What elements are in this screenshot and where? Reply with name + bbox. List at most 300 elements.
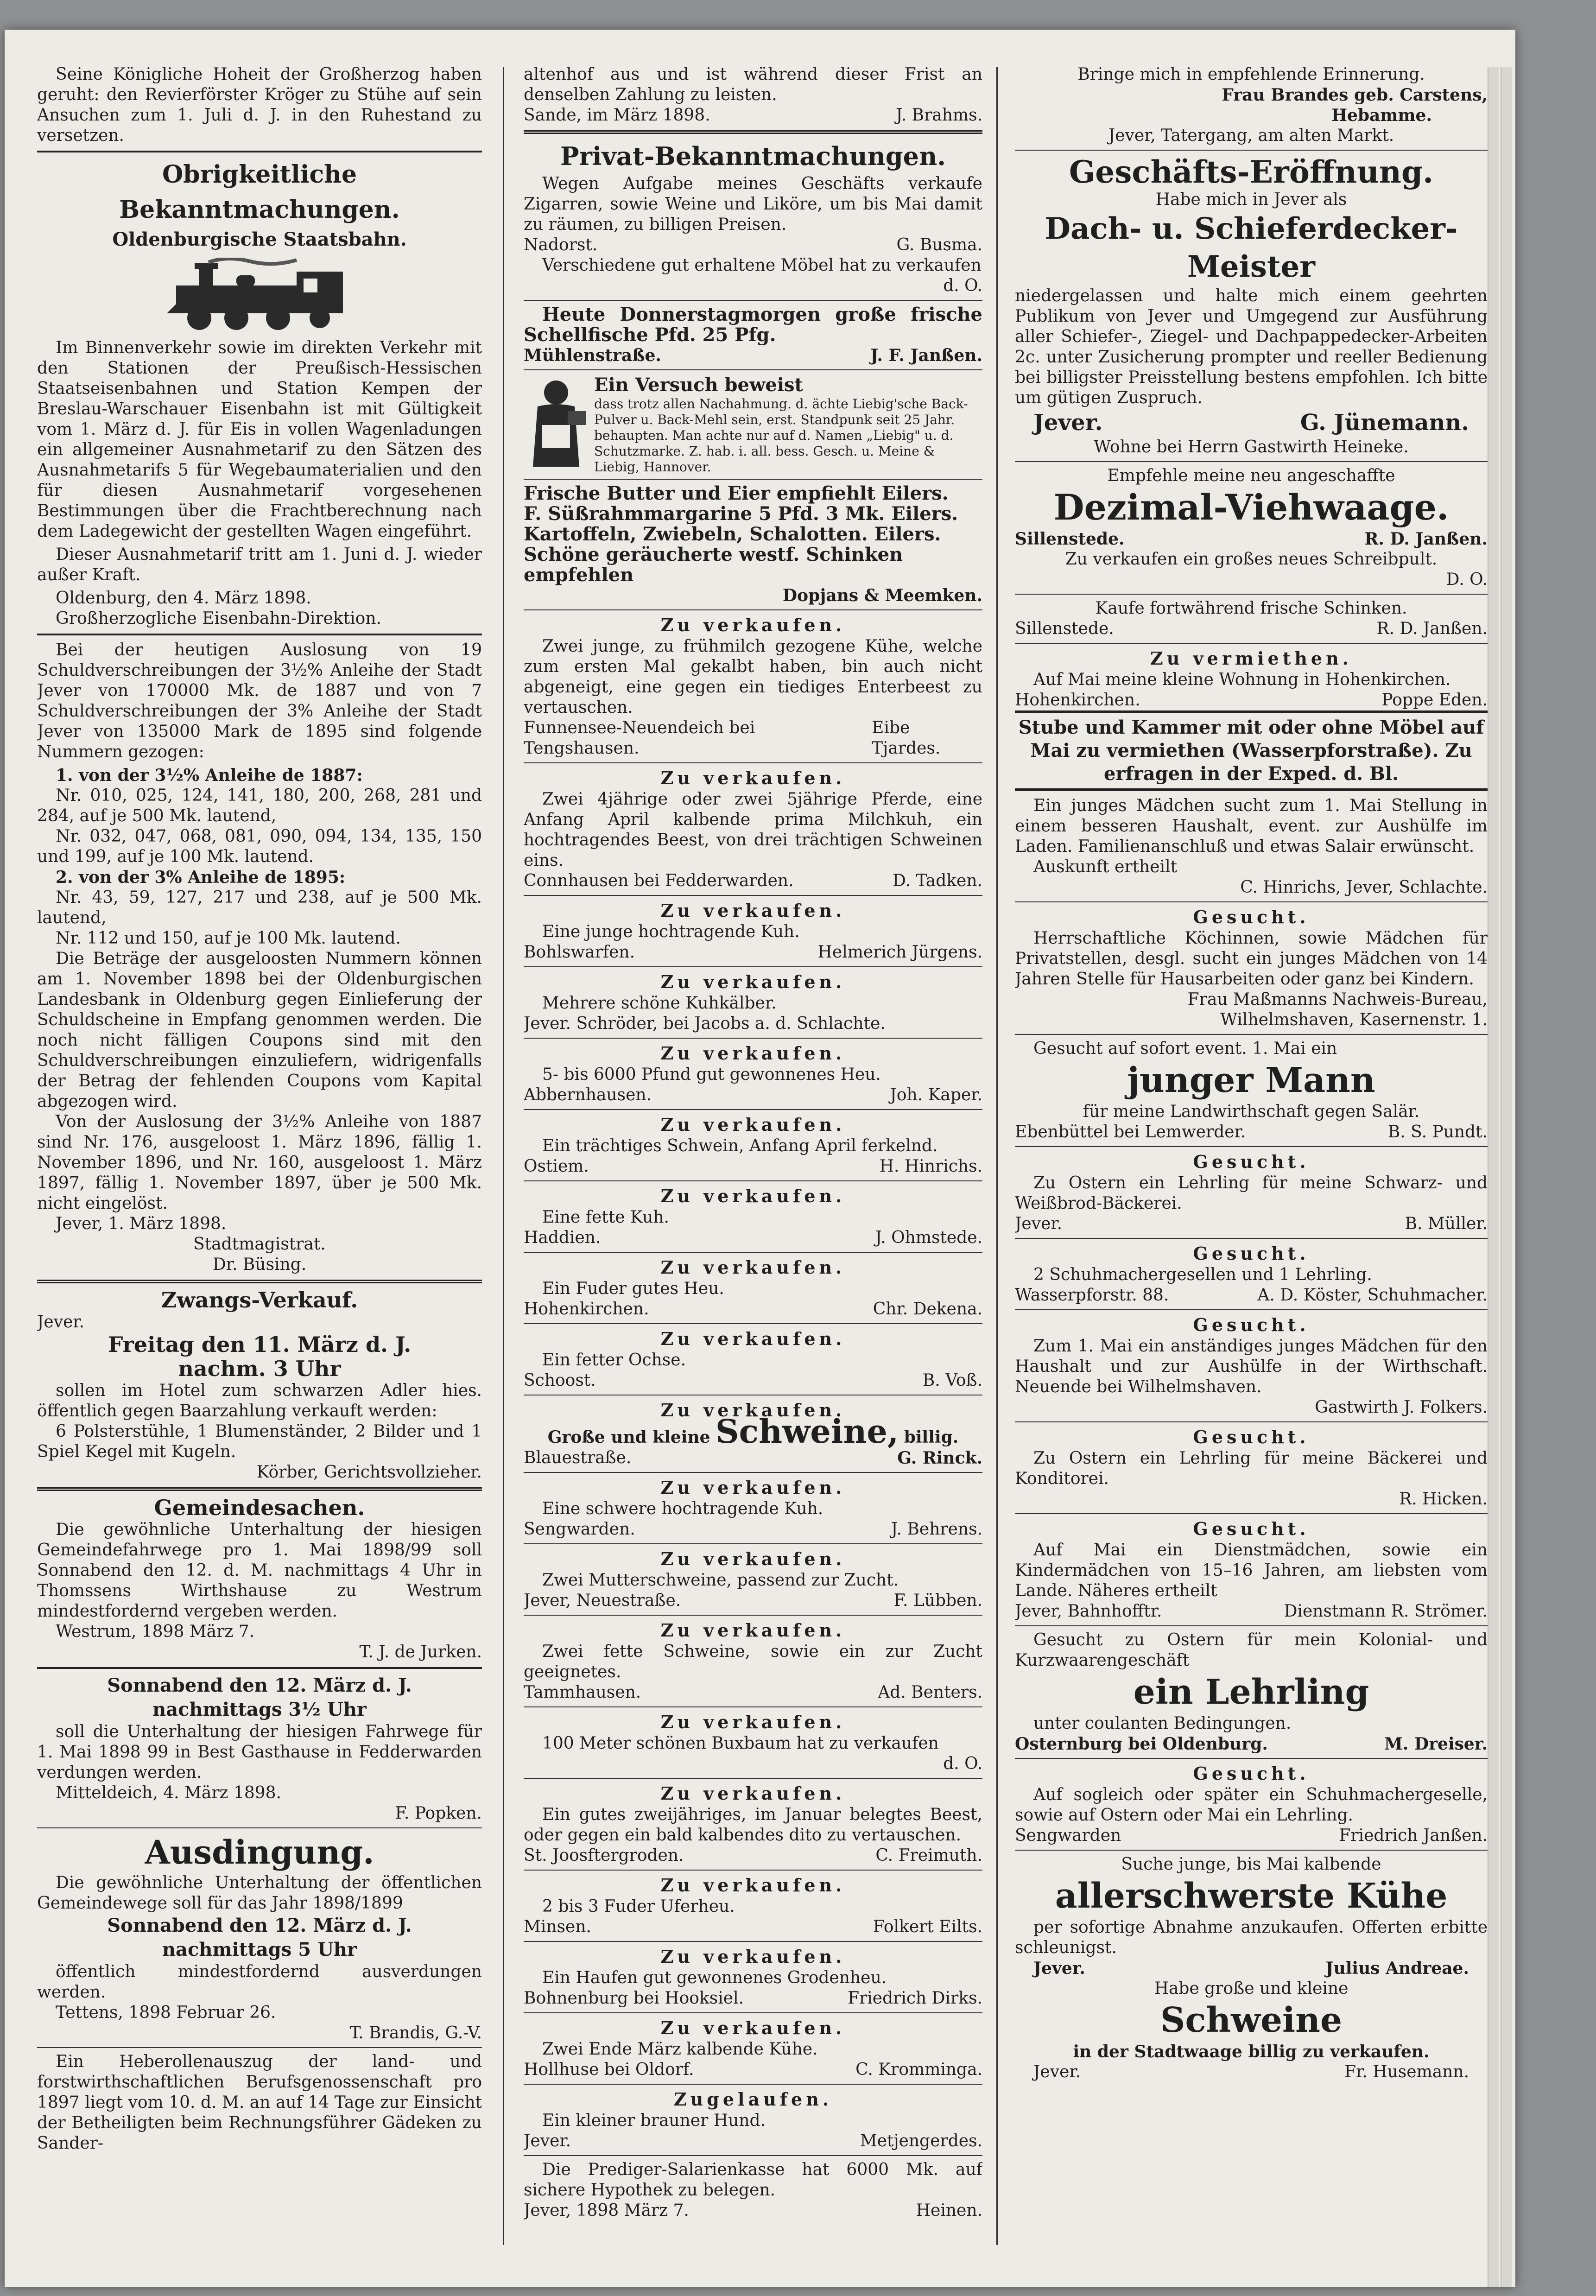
ad-text: Eine fette Kuh. <box>542 1208 669 1227</box>
notice-place: Tettens, 1898 Februar 26. <box>56 2003 276 2022</box>
loan-heading: 1. von der 3½% Anleihe de 1887: <box>56 766 363 785</box>
rule <box>37 151 482 152</box>
ad-signature-line <box>1015 408 1488 437</box>
ad-text: Habe große und kleine <box>1154 1979 1349 1998</box>
ad-text: Ein kleiner brauner Hund. <box>542 2111 766 2130</box>
ad-text: Zum 1. Mai ein anständiges junges Mädchen für den Haushalt und zur Aushülfe in der Wirthschaft. Neuende bei Wilhelmshaven. <box>1015 1337 1488 1396</box>
ad-text: Auskunft ertheilt <box>1033 857 1178 876</box>
rule <box>524 895 982 896</box>
ad-signature: Ad. Benters. <box>878 1683 982 1702</box>
notice-place: Sande, im März 1898. <box>524 106 710 125</box>
ad-heading: Zu verkaufen. <box>660 615 846 635</box>
rule <box>37 1667 482 1669</box>
rule <box>1015 1034 1488 1035</box>
ad-signature-line <box>524 1682 982 1703</box>
ad-heading: Gesucht. <box>1193 1427 1310 1447</box>
ad-place: Bohnenburg bei Hooksiel. <box>524 1989 744 2008</box>
ad-signature-line <box>1015 1397 1488 1418</box>
ad-signature: B. Müller. <box>1405 1214 1488 1233</box>
rule <box>1015 461 1488 462</box>
rule <box>524 1706 982 1707</box>
ad-heading: Zu verkaufen. <box>660 767 846 788</box>
ad-signature-line <box>1015 1214 1488 1234</box>
notice-text: Ein Heberollenauszug der land- und forstwirthschaftlichen Berufsgenossenschaft pro 1897 liegt vom 10. d. M. an auf 14 Tage zur Einsicht der Betheiligten beim Rechnungsführer Gädeken zu Sander- <box>37 2052 482 2153</box>
ad-place: Bohlswarfen. <box>524 943 635 962</box>
ad-signature: Dopjans & Meemken. <box>782 586 982 605</box>
ad-signature-line <box>524 1917 982 1937</box>
notice-text: Die gewöhnliche Unterhaltung der öffentlichen Gemeindewege soll für das Jahr 1898/1899 <box>37 1873 482 1913</box>
notice-signature-line <box>524 105 982 126</box>
page-edge <box>1501 67 1512 2287</box>
ad-text: Zu Ostern ein Lehrling für meine Bäckerei und Konditorei. <box>1015 1449 1488 1488</box>
ad-signature-line <box>524 1014 982 1034</box>
rule <box>524 479 982 480</box>
ad-signature: J. F. Janßen. <box>870 346 982 365</box>
ad-big-word: Dezimal-Viehwaage. <box>1053 487 1449 528</box>
rule <box>1015 1758 1488 1759</box>
ad-signature: M. Dreiser. <box>1384 1734 1488 1754</box>
rule <box>524 1038 982 1039</box>
ad-heading: Zu verkaufen. <box>660 1477 846 1498</box>
ad-signature: Dienstmann R. Strömer. <box>1284 1602 1488 1621</box>
ad-signature: Helmerich Jürgens. <box>817 943 982 962</box>
ad-signature-line <box>524 2131 982 2151</box>
ad-text: Eine schwere hochtragende Kuh. <box>542 1499 823 1518</box>
ad-signature-line <box>1015 1489 1488 1510</box>
ad-signature: Frau Brandes geb. Carstens, <box>1222 85 1488 105</box>
ad-heading: Zu verkaufen. <box>660 900 846 921</box>
ad-signature-line <box>1015 1285 1488 1306</box>
ad-signature-line <box>1015 619 1488 639</box>
ad-place: Hollhuse bei Oldorf. <box>524 2060 694 2079</box>
ad-heading: Zu verkaufen. <box>660 1548 846 1569</box>
ad-heading: Zu verkaufen. <box>660 1114 846 1135</box>
ad-text: per sofortige Abnahme anzukaufen. Offerten erbitte schleunigst. <box>1015 1918 1488 1957</box>
ad-signature-line <box>1015 1601 1488 1622</box>
notice-date: Oldenburg, den 4. März 1898. <box>56 589 311 608</box>
auction-place: Jever. <box>37 1313 85 1332</box>
notice-text: Bei der heutigen Auslosung von 19 Schuldverschreibungen der 3½% Anleihe der Stadt Jever von 170000 Mk. de 1887 und von 7 Schuldverschreibungen der 3% Anleihe der Stadt Jever von 135000 Mark de 1895 sind folgende Nummern gezogen: <box>37 641 482 761</box>
ad-place: St. Joosftergroden. <box>524 1846 684 1865</box>
wanted-ads-list <box>1015 1151 1488 1626</box>
ad-text: Auf Mai meine kleine Wohnung in Hohenkirchen. <box>1033 670 1451 689</box>
rule <box>524 762 982 763</box>
notice-signature: Stadtmagistrat. <box>193 1235 326 1254</box>
ad-place: Jever, Bahnhofftr. <box>1015 1602 1162 1621</box>
rule <box>1015 1421 1488 1422</box>
ad-signature: G. Rinck. <box>897 1448 982 1468</box>
ad-line: Kartoffeln, Zwiebeln, Schalotten. Eilers. <box>524 523 941 545</box>
ad-signature-line <box>1015 1958 1488 1979</box>
ad-place: Jever, 1898 März 7. <box>524 2201 689 2220</box>
ad-signature: H. Hinrichs. <box>879 1157 982 1176</box>
ad-signature-line <box>1015 2062 1488 2082</box>
rule <box>524 1252 982 1253</box>
ad-heading: Zu verkaufen. <box>660 1400 846 1421</box>
ad-signature: Friedrich Dirks. <box>848 1989 982 2008</box>
ad-signature: d. O. <box>943 1754 982 1773</box>
ad-signature-line <box>524 2060 982 2080</box>
rule <box>524 2012 982 2013</box>
column-2 <box>524 64 982 2284</box>
ad-place: Haddien. <box>524 1228 601 1247</box>
ad-signature: D. Tadken. <box>893 871 982 890</box>
rule <box>524 369 982 370</box>
ad-heading: Zu verkaufen. <box>660 1257 846 1278</box>
notice-signature: Großherzogliche Eisenbahn-Direktion. <box>56 609 381 628</box>
ad-text: Empfehle meine neu angeschaffte <box>1107 466 1395 485</box>
ad-heading: Heute Donnerstagmorgen große frische Schellfische Pfd. 25 Pfg. <box>524 304 982 346</box>
notice-heading: nachmittags 5 Uhr <box>162 1939 357 1960</box>
notice-signature: J. Brahms. <box>896 106 982 125</box>
auction-title: Zwangs-Verkauf. <box>161 1288 358 1313</box>
ad-place: Jever. <box>1033 1959 1085 1978</box>
ad-text: Zwei junge, zu frühmilch gezogene Kühe, welche zum ersten Mal gekalbt haben, bin auch nicht abgeneigt, eine gegen ein tiediges Enterbeest zu vertauschen. <box>524 637 982 717</box>
ad-signature-line <box>524 1988 982 2009</box>
ad-signature-line <box>524 1448 982 1468</box>
ad-signature: R. Hicken. <box>1399 1490 1488 1509</box>
ad-signature: B. Voß. <box>922 1371 982 1390</box>
ad-signature: G. Jünemann. <box>1300 410 1469 436</box>
ad-line: Frische Butter und Eier empfiehlt Eilers. <box>524 482 949 504</box>
ad-address: Wohne bei Herrn Gastwirth Heineke. <box>1094 438 1409 457</box>
rule <box>524 2084 982 2085</box>
schweine-ad <box>524 1412 982 1451</box>
ad-heading: Zu verkaufen. <box>660 1043 846 1064</box>
ad-signature-line <box>524 2201 982 2221</box>
ad-place: Blauestraße. <box>524 1448 632 1467</box>
ad-signature-line <box>524 235 982 255</box>
ad-text: Zwei Mutterschweine, passend zur Zucht. <box>542 1571 899 1590</box>
notice-text: soll die Unterhaltung der hiesigen Fahrwege für 1. Mai 1898 99 in Best Gasthause in Fedderwarden verdungen werden. <box>37 1722 482 1782</box>
ad-signature: J. Behrens. <box>891 1520 982 1539</box>
baker-illustration-icon <box>524 374 589 471</box>
ad-place: Jever. <box>1015 1214 1063 1233</box>
rule <box>524 1323 982 1324</box>
ad-text: in der Stadtwaage billig zu verkaufen. <box>1073 2042 1430 2061</box>
ad-heading: Gesucht. <box>1193 1763 1310 1784</box>
notice-text: Dieser Ausnahmetarif tritt am 1. Juni d. J. wieder außer Kraft. <box>37 545 482 584</box>
ad-heading: Zu verkaufen. <box>660 1946 846 1967</box>
ad-heading: Gesucht. <box>1193 1243 1310 1264</box>
ad-text: Habe mich in Jever als <box>1155 190 1347 209</box>
ad-text: Zu verkaufen ein großes neues Schreibpult. <box>1065 550 1438 569</box>
ad-signature: B. S. Pundt. <box>1387 1123 1488 1142</box>
ad-place: Sillenstede. <box>1015 619 1114 638</box>
rule <box>524 1615 982 1616</box>
ad-signature: Metjengerdes. <box>860 2131 982 2150</box>
ad-place: Jever. Schröder, bei Jacobs a. d. Schlachte. <box>524 1014 886 1033</box>
ad-text: Ein Fuder gutes Heu. <box>542 1279 724 1298</box>
ad-signature: Fr. Husemann. <box>1344 2062 1469 2081</box>
ad-text: Ein fetter Ochse. <box>542 1351 686 1370</box>
page-edge <box>1488 67 1499 2287</box>
rule <box>524 300 982 301</box>
ad-role: Hebamme. <box>1331 106 1432 125</box>
rent-ad-box <box>1015 710 1488 791</box>
rule <box>524 609 982 610</box>
ad-signature: Julius Andreae. <box>1325 1959 1469 1978</box>
ad-text: 2 Schuhmachergesellen und 1 Lehrling. <box>1033 1265 1372 1284</box>
ad-place: Nadorst. <box>524 235 598 254</box>
notice-text: 6 Polsterstühle, 1 Blumenständer, 2 Bilder und 1 Spiel Kegel mit Kugeln. <box>37 1422 482 1461</box>
ad-signature: Gastwirth J. Folkers. <box>1315 1398 1488 1417</box>
ad-signature: Eibe Tjardes. <box>872 718 941 758</box>
ad-signature: R. D. Janßen. <box>1376 619 1488 638</box>
ad-text: Zwei fette Schweine, sowie ein zur Zucht geeignetes. <box>524 1642 982 1681</box>
ad-signature-line <box>524 1156 982 1177</box>
rule <box>1015 1146 1488 1147</box>
column-3 <box>1015 64 1488 2284</box>
ad-text: Zwei 4jährige oder zwei 5jährige Pferde, eine Anfang April kalbende prima Milchkuh, ein hochtragendes Beest, von drei trächtigen Schweinen eins. <box>524 790 982 870</box>
ad-text-block <box>594 374 982 475</box>
ad-text: dass trotz allen Nachahmung. d. ächte Liebig'sche Back-Pulver u. Back-Mehl sein, erst. Standpunk seit 25 Jahr. behaupten. Man achte nur auf d. Namen „Liebig" u. d. Schutzmarke. Z. hab. i. all. bess. Gesch. u. Meine & Liebig, Hannover. <box>594 396 968 475</box>
rule <box>37 2047 482 2048</box>
loan-numbers: Nr. 43, 59, 127, 217 und 238, auf je 500 Mk. lautend, <box>37 888 482 927</box>
notice-text: Von der Auslosung der 3½% Anleihe von 1887 sind Nr. 176, ausgeloost 1. März 1896, fällig 1. November 1896, und Nr. 160, ausgeloost 1. März 1897, fällig 1. November 1897, über je 500 Mk. nicht eingelöst. <box>37 1112 482 1213</box>
rule <box>524 1870 982 1871</box>
ad-signature-line <box>1015 1122 1488 1142</box>
ad-heading: Zu verkaufen. <box>660 1712 846 1732</box>
notice-place: Westrum, 1898 März 7. <box>56 1622 255 1641</box>
locomotive-icon <box>37 255 482 334</box>
ad-signature: Folkert Eilts. <box>873 1917 982 1936</box>
ad-signature: C. Kromminga. <box>855 2060 982 2079</box>
notice-heading: Sonnabend den 12. März d. J. <box>107 1674 412 1696</box>
notice-text: Seine Königliche Hoheit der Großherzog haben geruht: den Revierförster Kröger zu Stühe auf sein Ansuchen zum 1. Juli d. J. in den Ruhestand zu versetzen. <box>37 65 482 145</box>
ad-text: für meine Landwirthschaft gegen Salär. <box>1083 1102 1420 1121</box>
ad-signature-line <box>524 871 982 891</box>
ad-place: Jever. <box>1033 410 1103 436</box>
ad-signature-line <box>524 718 982 759</box>
column-divider <box>996 67 998 2245</box>
ad-text: Zwei Ende März kalbende Kühe. <box>542 2040 818 2059</box>
ad-heading: Gesucht. <box>1193 907 1310 927</box>
ad-signature: Frau Maßmanns Nachweis-Bureau, <box>1187 990 1488 1009</box>
ad-heading: Zu verkaufen. <box>660 2017 846 2038</box>
notice-text: öffentlich mindestfordernd ausverdungen werden. <box>37 1962 482 2002</box>
rule <box>524 130 982 134</box>
ad-text: Mehrere schöne Kuhkälber. <box>542 994 777 1013</box>
rule <box>1015 1513 1488 1514</box>
rule <box>1015 1309 1488 1310</box>
ad-place: Ebenbüttel bei Lemwerder. <box>1015 1123 1246 1142</box>
ad-signature-line <box>524 1591 982 1611</box>
ad-signature: Heinen. <box>916 2201 982 2220</box>
ad-place: Sengwarden. <box>524 1520 635 1539</box>
ad-place: Sengwarden <box>1015 1826 1121 1845</box>
ad-place: Ostiem. <box>524 1157 589 1176</box>
ad-title: Geschäfts-Eröffnung. <box>1069 154 1434 190</box>
ad-place: Tammhausen. <box>524 1683 641 1702</box>
ad-place: Wasserpforstr. 88. <box>1015 1286 1169 1305</box>
ad-signature: Chr. Dekena. <box>873 1300 982 1319</box>
sale-ads-list <box>524 1782 982 2085</box>
notice-text: sollen im Hotel zum schwarzen Adler hies. öffentlich gegen Baarzahlung verkauft werden: <box>37 1381 482 1421</box>
ad-place: Hohenkirchen. <box>1015 691 1140 710</box>
ad-text: Gesucht auf sofort event. 1. Mai ein <box>1033 1039 1337 1058</box>
ad-place: Jever, Neuestraße. <box>524 1591 681 1610</box>
ad-text: Ein trächtiges Schwein, Anfang April ferkelnd. <box>542 1136 938 1155</box>
auction-time: nachm. 3 Uhr <box>178 1356 341 1381</box>
ad-big-word: Schweine <box>1160 2000 1343 2040</box>
ad-text: Die Prediger-Salarienkasse hat 6000 Mk. auf sichere Hypothek zu belegen. <box>524 2160 982 2200</box>
notice-heading: Sonnabend den 12. März d. J. <box>107 1915 412 1936</box>
rule <box>524 966 982 967</box>
sale-ads-list <box>524 1477 982 1779</box>
rule <box>524 1180 982 1181</box>
notice-signature: Körber, Gerichtsvollzieher. <box>256 1463 482 1482</box>
ad-place: Jever. <box>1033 2062 1081 2081</box>
ad-place: Jever. <box>524 2131 571 2150</box>
loan-numbers: Nr. 112 und 150, auf je 100 Mk. lautend. <box>56 929 401 948</box>
ad-heading: Zugelaufen. <box>673 2089 833 2110</box>
ad-signature-line <box>524 1085 982 1105</box>
rule <box>37 634 482 635</box>
ad-line: F. Süßrahmmargarine 5 Pfd. 3 Mk. Eilers. <box>524 503 958 525</box>
ad-heading: Zu verkaufen. <box>660 971 846 992</box>
ad-text: Zu Ostern ein Lehrling für meine Schwarz- und Weißbrod-Bäckerei. <box>1015 1173 1488 1213</box>
ad-signature: d. O. <box>943 276 982 295</box>
section-title: Obrigkeitliche Bekanntmachungen. <box>119 160 400 224</box>
ad-text: Eine junge hochtragende Kuh. <box>542 922 800 941</box>
notice-signature: T. Brandis, G.-V. <box>349 2023 482 2042</box>
rule <box>1015 150 1488 151</box>
rule <box>524 1941 982 1942</box>
loan-numbers: Nr. 032, 047, 068, 081, 090, 094, 134, 135, 150 und 199, auf je 100 Mk. lautend. <box>37 827 482 866</box>
notice-signature: Dr. Büsing. <box>212 1255 307 1274</box>
ad-heading: Zu verkaufen. <box>660 1186 846 1206</box>
ad-text: Ein Haufen gut gewonnenes Grodenheu. <box>542 1968 887 1987</box>
ad-line: Schöne geräucherte westf. Schinken empfehlen <box>524 544 903 586</box>
ad-text: Suche junge, bis Mai kalbende <box>1121 1855 1381 1874</box>
rule <box>1015 901 1488 902</box>
section-title: Gemeindesachen. <box>154 1495 365 1520</box>
ad-place: Funnensee-Neuendeich bei Tengshausen. <box>524 718 755 758</box>
ad-text: Große und kleine <box>547 1427 710 1447</box>
rule <box>37 1827 482 1828</box>
ad-heading: Zu verkaufen. <box>660 1875 846 1896</box>
ad-signature-line <box>524 1228 982 1248</box>
ad-text: 100 Meter schönen Buxbaum hat zu verkaufen <box>542 1734 939 1753</box>
loan-heading: 2. von der 3% Anleihe de 1895: <box>56 868 346 887</box>
ad-signature: R. D. Janßen. <box>1364 529 1488 549</box>
ad-signature: C. Hinrichs, Jever, Schlachte. <box>1240 878 1488 897</box>
loan-numbers: Nr. 010, 025, 124, 141, 180, 200, 268, 281 und 284, auf je 500 Mk. lautend, <box>37 786 482 825</box>
ad-text: Ein junges Mädchen sucht zum 1. Mai Stellung in einem besseren Haushalt, event. zur Aushülfe im Laden. Familienanschluß und etwas Salair erwünscht. <box>1015 796 1488 856</box>
notice-place: Mitteldeich, 4. März 1898. <box>56 1783 282 1802</box>
ad-text: Ein gutes zweijähriges, im Januar belegtes Beest, oder gegen ein bald kalbendes dito zu vertauschen. <box>524 1805 982 1845</box>
ad-text: Stube und Kammer mit oder ohne Möbel auf Mai zu vermiethen (Wasserpforstraße). Zu erfragen in der Exped. d. Bl. <box>1018 717 1484 785</box>
notice-signature: F. Popken. <box>395 1804 482 1823</box>
rule <box>524 1109 982 1110</box>
notice-text: Die Beträge der ausgeloosten Nummern können am 1. November 1898 bei der Oldenburgischen Landesbank in Oldenburg gegen Einlieferung der Schuldscheine in Empfang genommen werden. Die noch nicht fälligen Coupons sind mit den Schuldverschreibungen einzuliefern, widrigenfalls der Betrag der fehlenden Coupons vom Kapital abgezogen wird. <box>37 949 482 1111</box>
notice-heading: nachmittags 3½ Uhr <box>152 1699 367 1720</box>
ad-signature: D. O. <box>1446 570 1488 589</box>
ad-signature-line <box>524 345 982 366</box>
rule <box>524 1472 982 1473</box>
ad-text: Verschiedene gut erhaltene Möbel hat zu verkaufen <box>542 256 982 275</box>
rule <box>524 1778 982 1779</box>
ad-signature: A. D. Köster, Schuhmacher. <box>1257 1286 1488 1305</box>
rule <box>524 1543 982 1544</box>
rule <box>37 1280 482 1283</box>
ad-place: Connhausen bei Fedderwarden. <box>524 871 794 890</box>
ad-text: Herrschaftliche Köchinnen, sowie Mädchen für Privatstellen, desgl. sucht ein junges Mädchen von 14 Jahren Stelle für Hausarbeiten oder ganz bei Kindern. <box>1015 929 1488 989</box>
ad-place: Hohenkirchen. <box>524 1300 649 1319</box>
ad-signature-line <box>1015 690 1488 710</box>
rule <box>1015 1850 1488 1851</box>
section-subtitle: Oldenburgische Staatsbahn. <box>112 228 407 250</box>
ad-signature: F. Lübben. <box>893 1591 982 1610</box>
ad-text: Auf Mai ein Dienstmädchen, sowie ein Kindermädchen von 15–16 Jahren, am liebsten vom Lande. Näheres ertheilt <box>1015 1541 1488 1600</box>
ad-signature-line <box>524 1754 982 1774</box>
rule <box>37 1487 482 1491</box>
notice-date: Jever, 1. März 1898. <box>56 1214 227 1233</box>
ad-signature: C. Freimuth. <box>875 1846 982 1865</box>
ad-heading: Zu verkaufen. <box>660 1783 846 1804</box>
ad-signature-line <box>1015 1734 1488 1754</box>
newspaper-page <box>5 30 1515 2287</box>
rule <box>1015 1625 1488 1626</box>
column-divider <box>503 67 504 2245</box>
ad-text: Wegen Aufgabe meines Geschäfts verkaufe Zigarren, sowie Weine und Liköre, um bis Mai damit zu räumen, zu billigen Preisen. <box>524 174 982 234</box>
ad-place: Minsen. <box>524 1917 591 1936</box>
ad-signature: J. Ohmstede. <box>875 1228 982 1247</box>
ad-big-word: allerschwerste Kühe <box>1055 1876 1448 1916</box>
section-title: Ausdingung. <box>145 1833 374 1871</box>
section-title: Privat-Bekanntmachungen. <box>560 141 946 171</box>
ad-big-word: junger Mann <box>1127 1060 1375 1100</box>
ad-signature-line <box>1015 1826 1488 1846</box>
rule <box>1015 1238 1488 1239</box>
ad-place: Schoost. <box>524 1371 596 1390</box>
ad-heading: Zu verkaufen. <box>660 1328 846 1349</box>
notice-text: Im Binnenverkehr sowie im direkten Verkehr mit den Stationen der Preußisch-Hessischen Staatseisenbahnen und Station Kempen der Breslau-Warschauer Eisenbahn ist mit Gültigkeit vom 1. März d. J. für Eis in vollen Wagenladungen ein allgemeiner Ausnahmetarif zu den Sätzen des Ausnahmetarifs 5 für Wegebaumaterialien und den für diesen Ausnahmetarif vorgesehenen Bestimmungen über die Frachtberechnung nach dem Ladegewicht der gestellten Wagen eingeführt. <box>37 338 482 541</box>
ad-signature-line <box>524 1519 982 1540</box>
liebig-ad <box>524 374 982 475</box>
ad-heading: Gesucht. <box>1193 1151 1310 1172</box>
ad-text: 5- bis 6000 Pfund gut gewonnenes Heu. <box>542 1065 881 1084</box>
ad-title: Ein Versuch beweist <box>594 374 804 396</box>
ad-address: Wilhelmshaven, Kasernenstr. 1. <box>1220 1010 1488 1029</box>
ad-heading: Gesucht. <box>1193 1518 1310 1539</box>
ad-text: niedergelassen und halte mich einem geehrten Publikum von Jever und Umgegend zur Ausführung aller Schiefer-, Ziegel- und Dachpappedecker-Arbeiten 2c. unter Zusicherung prompter und reeller Bedienung bei billigster Preisstellung bestens empfohlen. Ich bitte um gütigen Zuspruch. <box>1015 286 1488 407</box>
ad-text: Kaufe fortwährend frische Schinken. <box>1095 599 1407 618</box>
ad-big-word: Schweine, <box>715 1412 899 1451</box>
ad-text: billig. <box>904 1427 959 1447</box>
notice-text: altenhof aus und ist während dieser Frist an denselben Zahlung zu leisten. <box>524 65 982 104</box>
ad-heading: Zu vermiethen. <box>1150 648 1352 669</box>
ad-place: Abbernhausen. <box>524 1085 652 1104</box>
rule <box>524 2155 982 2156</box>
ad-text: Auf sogleich oder später ein Schuhmachergeselle, sowie auf Ostern oder Mai ein Lehrling. <box>1015 1785 1488 1825</box>
ad-heading: Gesucht. <box>1193 1314 1310 1335</box>
ad-signature: Poppe Eden. <box>1381 691 1488 710</box>
rule <box>1015 594 1488 595</box>
ad-signature-line <box>524 1299 982 1319</box>
ad-signature: Friedrich Janßen. <box>1339 1826 1488 1845</box>
rule <box>1015 643 1488 644</box>
ad-place: Jever, Tatergang, am alten Markt. <box>1108 126 1394 145</box>
ad-text: Gesucht zu Ostern für mein Kolonial- und Kurzwaarengeschäft <box>1015 1630 1488 1670</box>
sale-ads-list <box>524 614 982 1395</box>
ad-place: Osternburg bei Oldenburg. <box>1015 1734 1268 1754</box>
ad-signature-line <box>524 1846 982 1866</box>
ad-signature-line <box>1015 529 1488 549</box>
ad-text: Bringe mich in empfehlende Erinnerung. <box>1077 65 1425 84</box>
ad-signature-line <box>524 942 982 963</box>
